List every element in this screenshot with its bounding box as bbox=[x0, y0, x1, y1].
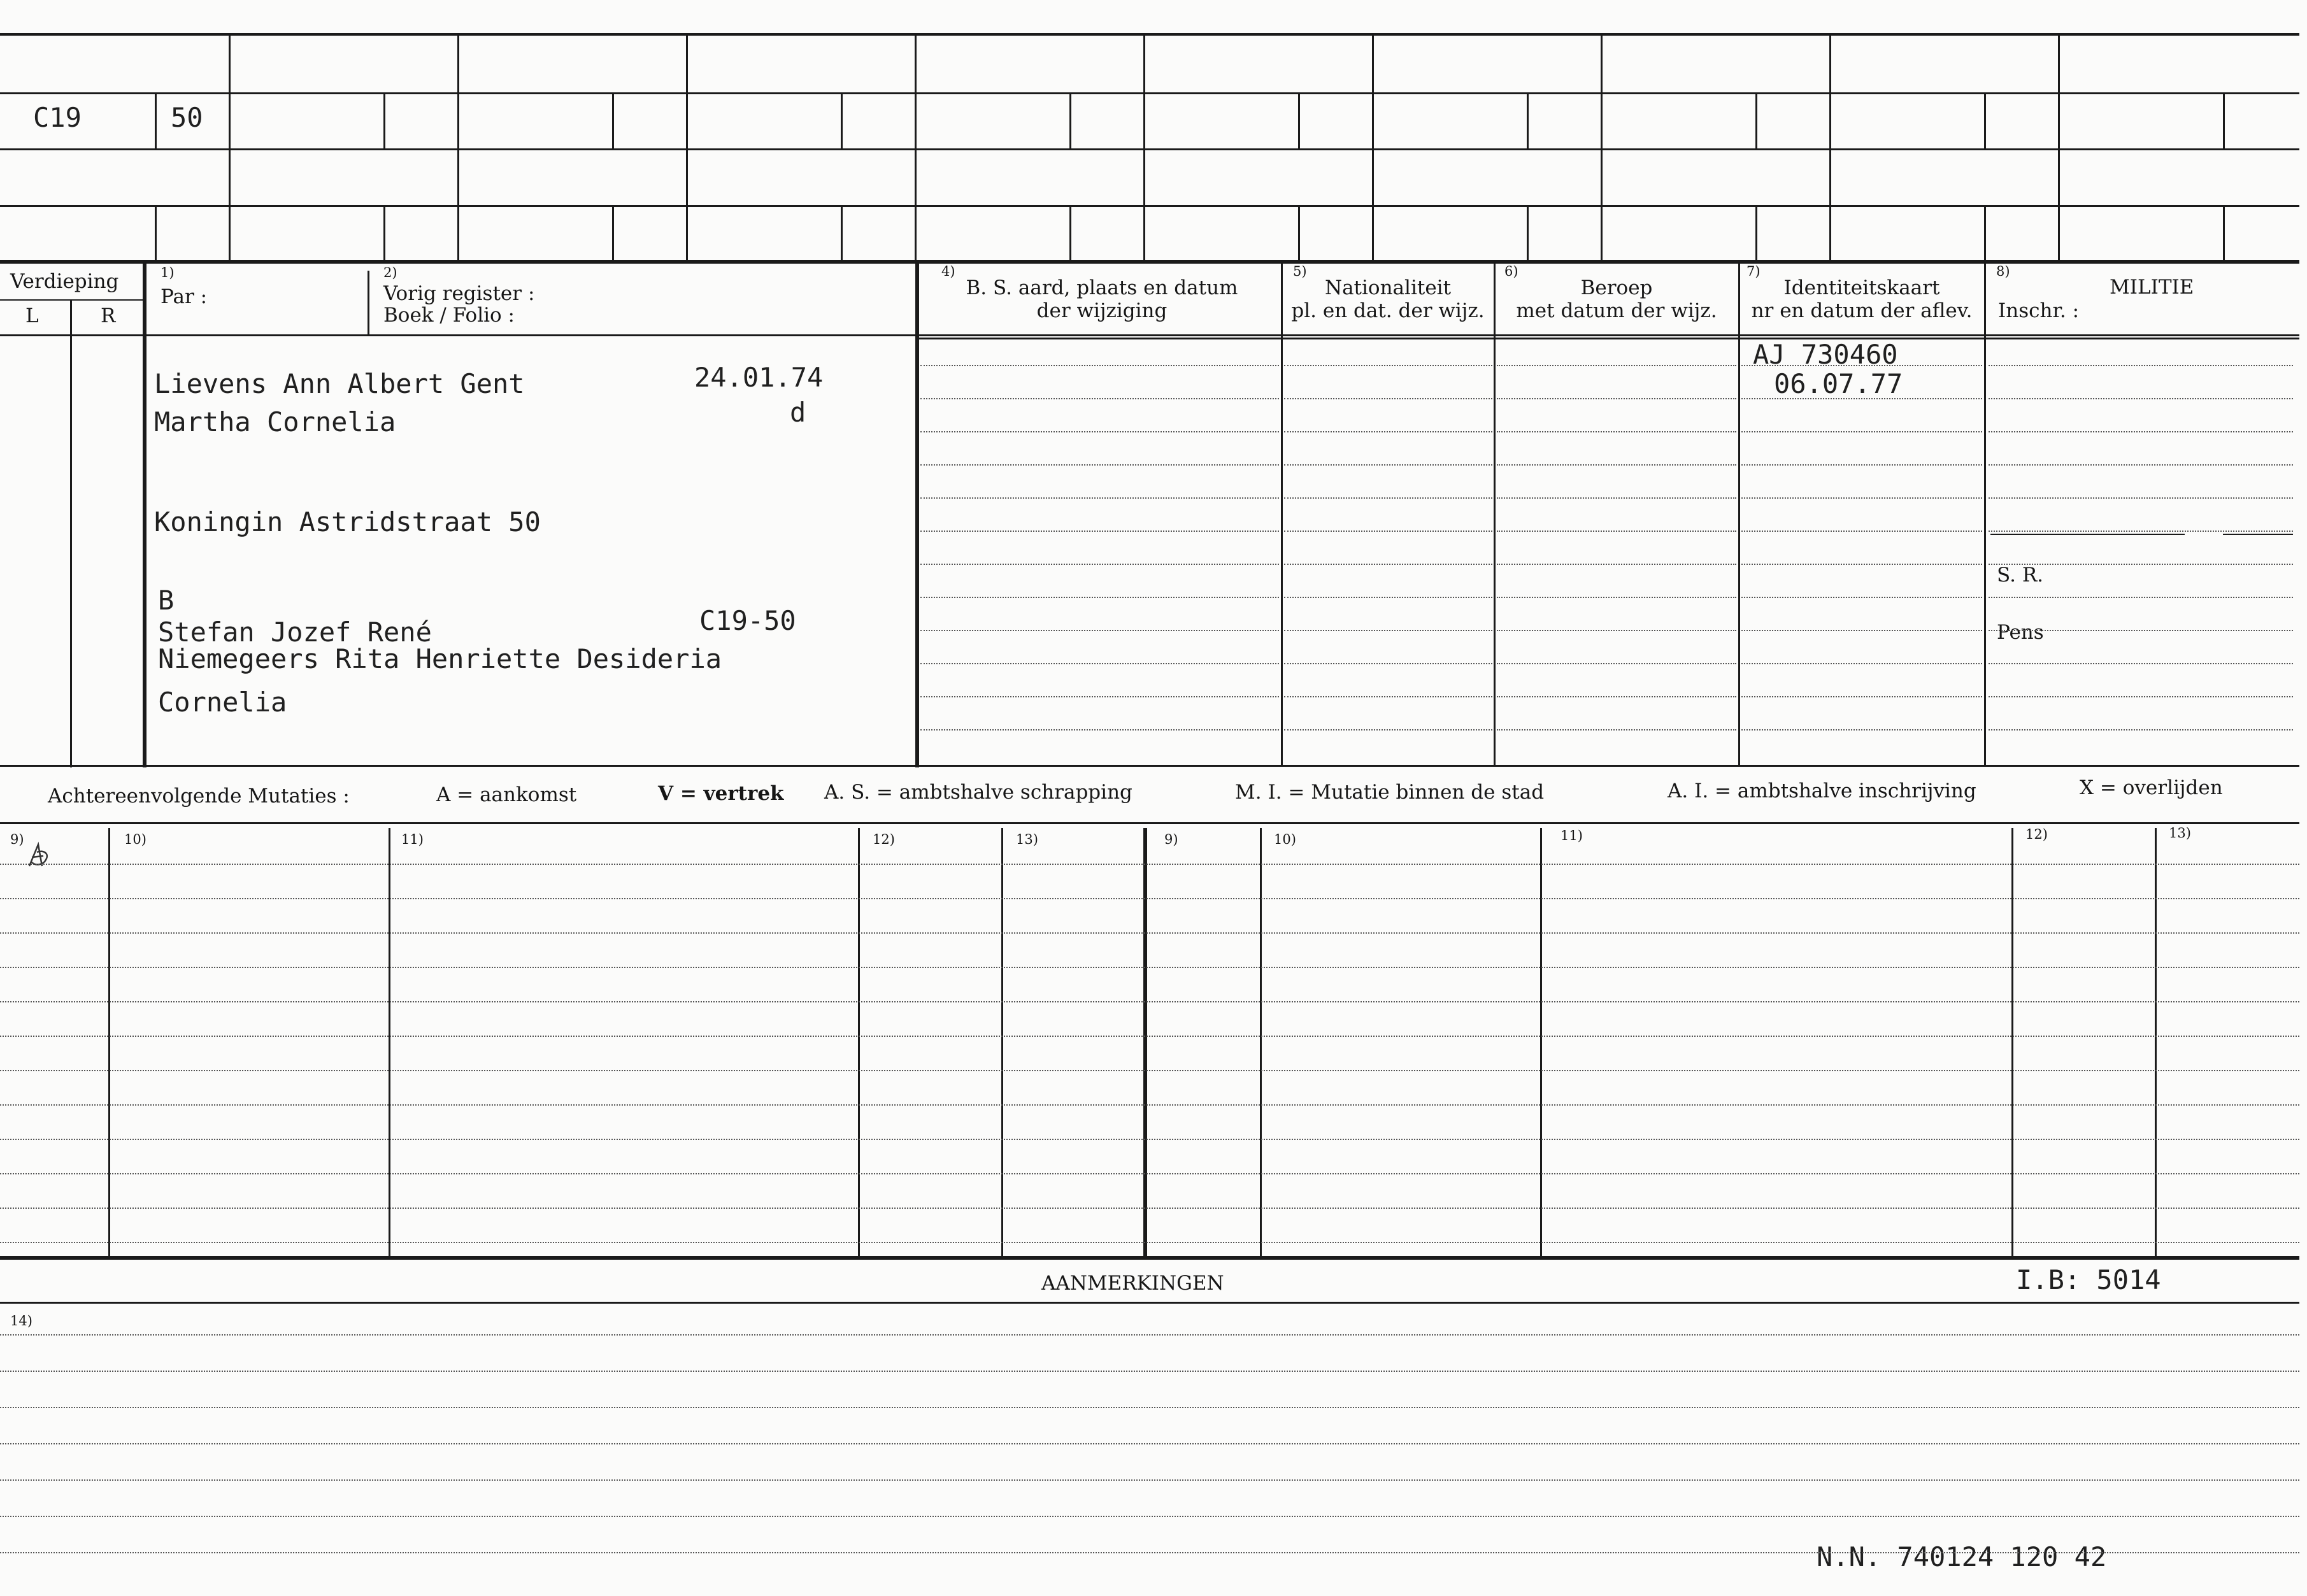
top-grid-subcol bbox=[155, 92, 157, 148]
top-grid-subcol bbox=[1298, 92, 1300, 148]
ruled-line bbox=[1497, 398, 1736, 399]
legend-as: A. S. = ambtshalve schrapping bbox=[824, 781, 1132, 804]
top-grid-col bbox=[686, 33, 688, 262]
top-grid-col bbox=[1829, 33, 1831, 262]
ruled-line bbox=[1284, 497, 1492, 499]
ruled-line bbox=[0, 1139, 2299, 1140]
top-grid-col bbox=[229, 33, 231, 262]
top-grid-subcol bbox=[1755, 92, 1757, 148]
ruled-line bbox=[1284, 663, 1492, 664]
top-grid-subcol bbox=[1984, 205, 1986, 261]
ruled-line bbox=[1989, 696, 2293, 697]
ruled-line bbox=[1741, 630, 1982, 631]
ruled-line bbox=[920, 663, 1279, 664]
mutaties-col bbox=[1001, 828, 1003, 1258]
nationaliteit-header-line1: Nationaliteit bbox=[1324, 276, 1452, 299]
field-number: 4) bbox=[941, 264, 955, 279]
field-number: 8) bbox=[1996, 264, 2010, 279]
par-label: Par : bbox=[161, 285, 208, 308]
top-grid-subcol bbox=[1069, 92, 1071, 148]
ruled-line bbox=[920, 564, 1279, 565]
ruled-line bbox=[0, 1443, 2299, 1444]
ruled-line bbox=[1497, 630, 1736, 631]
nn-number: N.N. 740124 120 42 bbox=[1817, 1541, 2107, 1572]
ruled-line bbox=[1741, 531, 1982, 532]
top-grid-subcol bbox=[2223, 205, 2225, 261]
ruled-line bbox=[1989, 464, 2293, 466]
code-left: C19 bbox=[33, 102, 82, 133]
ruled-line bbox=[1497, 663, 1736, 664]
column-number: 13) bbox=[1016, 832, 1038, 847]
field-number: 7) bbox=[1746, 264, 1761, 279]
parents-line-2: Cornelia bbox=[158, 687, 287, 718]
ruled-line bbox=[1497, 497, 1736, 499]
beroep-header bbox=[1496, 276, 1738, 322]
identiteitskaart-header bbox=[1740, 276, 1983, 322]
top-grid-col bbox=[1372, 33, 1374, 262]
mutaties-bottom-line bbox=[0, 1256, 2299, 1260]
field-number: 2) bbox=[383, 265, 397, 280]
top-grid-subcol bbox=[1527, 92, 1529, 148]
aanmerkingen-title: AANMERKINGEN bbox=[1041, 1272, 1224, 1295]
nationaliteit-header-line2: pl. en dat. der wijz. bbox=[1291, 299, 1485, 322]
mutaties-col bbox=[858, 828, 860, 1258]
col-divider-par bbox=[368, 271, 369, 334]
column-number: 10) bbox=[1274, 832, 1296, 847]
ruled-line bbox=[1741, 729, 1982, 730]
identiteitskaart-header-line2: nr en datum der aflev. bbox=[1751, 299, 1973, 322]
ruled-line bbox=[1741, 564, 1982, 565]
column-number: 9) bbox=[1164, 832, 1178, 847]
parents-line-1: Niemegeers Rita Henriette Desideria bbox=[158, 643, 722, 674]
field-number: 5) bbox=[1293, 264, 1307, 279]
top-grid-subcol bbox=[612, 205, 614, 261]
top-grid-subcol bbox=[383, 205, 385, 261]
ruled-line bbox=[0, 1407, 2299, 1408]
handwritten-mark-icon bbox=[24, 841, 56, 873]
ruled-line bbox=[0, 1036, 2299, 1037]
mutaties-col bbox=[108, 828, 110, 1258]
ruled-line bbox=[1497, 597, 1736, 598]
ruled-line bbox=[1989, 630, 2293, 631]
legend-x: X = overlijden bbox=[2080, 776, 2223, 799]
header-bottom bbox=[0, 334, 2299, 336]
top-grid-line bbox=[0, 148, 2299, 150]
ruled-line bbox=[1497, 531, 1736, 532]
column-number: 13) bbox=[2169, 825, 2191, 841]
ruled-line bbox=[0, 1479, 2299, 1481]
column-number: 11) bbox=[1561, 828, 1583, 843]
mutaties-col bbox=[2011, 828, 2013, 1258]
ruled-line bbox=[920, 531, 1279, 532]
ruled-line bbox=[1497, 564, 1736, 565]
ruled-line bbox=[1284, 729, 1492, 730]
ruled-line bbox=[1741, 663, 1982, 664]
ruled-line bbox=[0, 1104, 2299, 1106]
top-grid-bottom bbox=[0, 260, 2299, 264]
top-grid-col bbox=[1143, 33, 1145, 262]
ruled-line bbox=[1989, 663, 2293, 664]
ruled-line bbox=[1989, 531, 2293, 532]
ruled-line bbox=[0, 898, 2299, 899]
beroep-header-line2: met datum der wijz. bbox=[1516, 299, 1717, 322]
top-border bbox=[0, 33, 2299, 36]
mutaties-top-line bbox=[0, 822, 2299, 824]
top-grid-subcol bbox=[1527, 205, 1529, 261]
reference-code: C19-50 bbox=[699, 605, 796, 636]
top-grid-col bbox=[457, 33, 459, 262]
ruled-line bbox=[920, 696, 1279, 697]
ruled-line bbox=[920, 398, 1279, 399]
ruled-line bbox=[0, 932, 2299, 934]
mark-b: B bbox=[158, 585, 175, 616]
ruled-line bbox=[1284, 431, 1492, 432]
ruled-line bbox=[0, 864, 2299, 865]
ruled-line bbox=[1284, 531, 1492, 532]
name-line-2: Martha Cornelia bbox=[154, 406, 396, 438]
sr-label: S. R. bbox=[1997, 564, 2044, 587]
top-grid-subcol bbox=[155, 205, 157, 261]
ruled-line bbox=[1284, 630, 1492, 631]
pens-label: Pens bbox=[1997, 621, 2044, 644]
ruled-line bbox=[0, 1371, 2299, 1372]
field-number: 1) bbox=[161, 265, 175, 280]
bs-header bbox=[924, 276, 1280, 322]
identiteitskaart-header-line1: Identiteitskaart bbox=[1783, 276, 1940, 299]
top-grid-subcol bbox=[841, 92, 843, 148]
ruled-line bbox=[1741, 464, 1982, 466]
ruled-line bbox=[1989, 398, 2293, 399]
id-date: 06.07.77 bbox=[1774, 368, 1903, 399]
top-grid-subcol bbox=[383, 92, 385, 148]
verdieping-r: R bbox=[101, 304, 116, 327]
verdieping-label: Verdieping bbox=[10, 270, 119, 293]
ruled-line bbox=[1741, 431, 1982, 432]
ruled-line bbox=[1741, 597, 1982, 598]
mutaties-col bbox=[2155, 828, 2157, 1258]
ruled-line bbox=[920, 365, 1279, 366]
top-grid-col bbox=[2058, 33, 2060, 262]
ruled-line bbox=[1989, 365, 2293, 366]
entry-area-bottom bbox=[0, 765, 2299, 767]
partner-line: Stefan Jozef René bbox=[158, 616, 432, 648]
ruled-line bbox=[1741, 365, 1982, 366]
top-grid-line bbox=[0, 205, 2299, 207]
top-grid-subcol bbox=[2223, 92, 2225, 148]
ruled-line bbox=[920, 630, 1279, 631]
ruled-line bbox=[920, 464, 1279, 466]
ruled-line bbox=[1284, 464, 1492, 466]
top-grid-col bbox=[915, 33, 917, 262]
ruled-line bbox=[0, 967, 2299, 968]
column-number: 12) bbox=[2025, 827, 2048, 842]
mutaties-title: Achtereenvolgende Mutaties : bbox=[48, 785, 350, 808]
top-grid-subcol bbox=[612, 92, 614, 148]
verdieping-l: L bbox=[25, 304, 39, 327]
ruled-line bbox=[0, 1070, 2299, 1071]
ruled-line bbox=[1284, 696, 1492, 697]
top-grid-subcol bbox=[841, 205, 843, 261]
id-number: AJ 730460 bbox=[1753, 339, 1898, 370]
ruled-line bbox=[1989, 729, 2293, 730]
ruled-line bbox=[920, 431, 1279, 432]
ruled-line bbox=[1989, 431, 2293, 432]
ruled-line bbox=[0, 1173, 2299, 1174]
name-line: Lievens Ann Albert Gent bbox=[154, 368, 525, 399]
ruled-line bbox=[1989, 597, 2293, 598]
legend-a: A = aankomst bbox=[436, 783, 577, 806]
ruled-line bbox=[0, 1516, 2299, 1517]
ruled-line bbox=[920, 597, 1279, 598]
mark-d: d bbox=[790, 397, 806, 428]
ruled-line bbox=[0, 1334, 2299, 1336]
birth-date: 24.01.74 bbox=[694, 362, 824, 393]
inschr-label: Inschr. : bbox=[1998, 299, 2080, 322]
ruled-line bbox=[1741, 398, 1982, 399]
militie-separator-short bbox=[2223, 534, 2293, 535]
ruled-line bbox=[1497, 729, 1736, 730]
bs-header-line2: der wijziging bbox=[1036, 299, 1168, 322]
boek-folio-label: Boek / Folio : bbox=[383, 304, 515, 327]
top-grid-subcol bbox=[1069, 205, 1071, 261]
legend-v: V = vertrek bbox=[658, 782, 784, 805]
ruled-line bbox=[1497, 696, 1736, 697]
ruled-line bbox=[1989, 564, 2293, 565]
militie-header: MILITIE bbox=[2110, 276, 2194, 299]
top-grid-subcol bbox=[1755, 205, 1757, 261]
militie-separator bbox=[1990, 534, 2185, 535]
ruled-line bbox=[1284, 564, 1492, 565]
code-right: 50 bbox=[171, 102, 203, 133]
ruled-line bbox=[1989, 497, 2293, 499]
top-grid-line bbox=[0, 92, 2299, 94]
field-number: 6) bbox=[1504, 264, 1518, 279]
ruled-line bbox=[1497, 365, 1736, 366]
col-divider-l bbox=[70, 299, 72, 767]
col-divider-r bbox=[143, 262, 146, 767]
legend-mi: M. I. = Mutatie binnen de stad bbox=[1235, 781, 1545, 804]
entry-area-top-line bbox=[917, 338, 2299, 339]
mutaties-col bbox=[1540, 828, 1542, 1258]
beroep-header-line1: Beroep bbox=[1580, 276, 1653, 299]
column-number: 12) bbox=[873, 832, 895, 847]
ruled-line bbox=[1284, 398, 1492, 399]
column-number: 11) bbox=[401, 832, 424, 847]
ruled-line bbox=[1284, 365, 1492, 366]
legend-ai: A. I. = ambtshalve inschrijving bbox=[1668, 780, 1976, 802]
top-grid-col bbox=[1601, 33, 1603, 262]
ib-number: I.B: 5014 bbox=[2016, 1264, 2161, 1295]
ruled-line bbox=[920, 729, 1279, 730]
ruled-line bbox=[0, 1208, 2299, 1209]
nationaliteit-header bbox=[1283, 276, 1493, 322]
ruled-line bbox=[1741, 696, 1982, 697]
ruled-line bbox=[1497, 464, 1736, 466]
bs-header-line1: B. S. aard, plaats en datum bbox=[966, 276, 1238, 299]
ruled-line bbox=[0, 1552, 2299, 1553]
ruled-line bbox=[1741, 497, 1982, 499]
vorig-register-label: Vorig register : bbox=[383, 282, 535, 305]
field-number: 14) bbox=[10, 1313, 32, 1329]
column-number: 9) bbox=[10, 832, 24, 847]
ruled-line bbox=[0, 1242, 2299, 1243]
ruled-line bbox=[1284, 597, 1492, 598]
mutaties-col bbox=[389, 828, 390, 1258]
mutaties-col bbox=[1260, 828, 1262, 1258]
address: Koningin Astridstraat 50 bbox=[154, 506, 541, 538]
mutaties-col-center bbox=[1143, 828, 1147, 1258]
top-grid-subcol bbox=[1984, 92, 1986, 148]
ruled-line bbox=[1497, 431, 1736, 432]
column-number: 10) bbox=[124, 832, 146, 847]
ruled-line bbox=[920, 497, 1279, 499]
top-grid-subcol bbox=[1298, 205, 1300, 261]
ruled-line bbox=[0, 1001, 2299, 1002]
aanmerkingen-line bbox=[0, 1302, 2299, 1304]
